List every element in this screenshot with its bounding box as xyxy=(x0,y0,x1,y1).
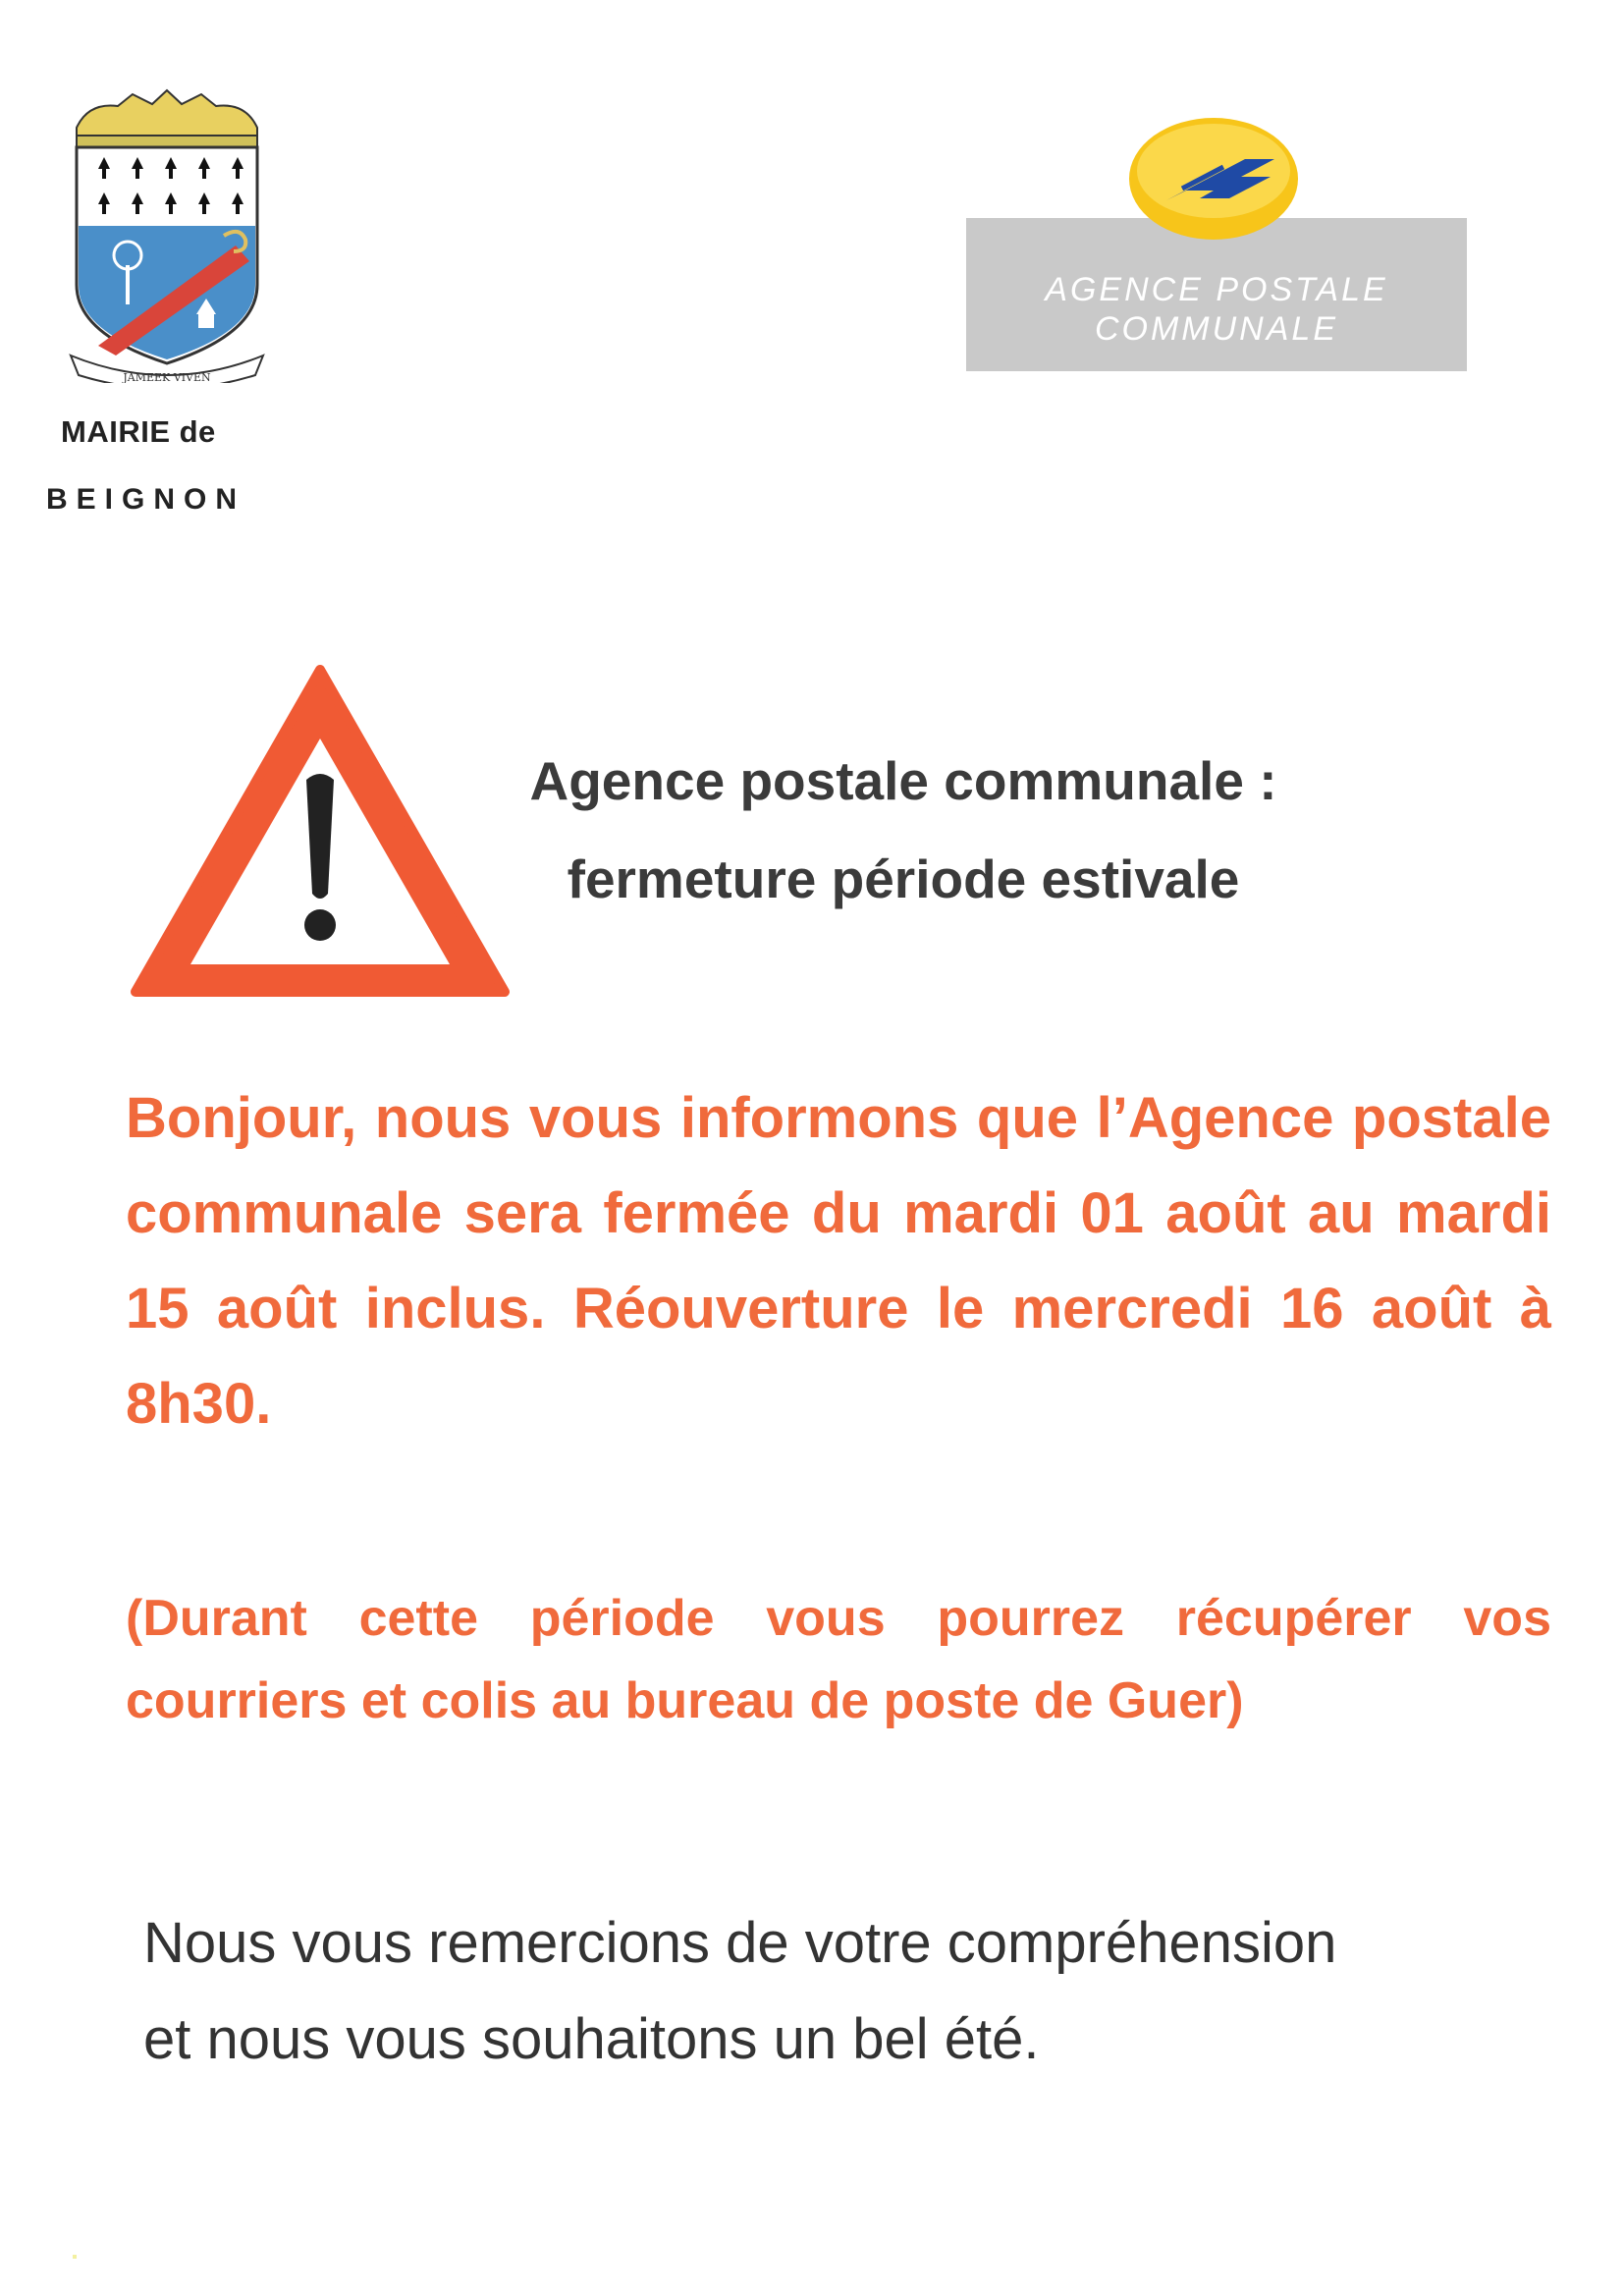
motto-text: JAMEEK VIVEN xyxy=(123,371,211,383)
commune-name: BEIGNON xyxy=(46,483,246,516)
logo-text xyxy=(966,270,1467,349)
page-title xyxy=(412,732,1394,928)
coat-of-arms-icon xyxy=(59,88,275,383)
title-line2: fermeture période estivale xyxy=(567,848,1240,909)
mairie-label: MAIRIE de xyxy=(61,414,216,449)
logo-text-line2: COMMUNALE xyxy=(1094,310,1339,348)
thanks-message xyxy=(143,1895,1538,2088)
title-line1: Agence postale communale : xyxy=(529,750,1277,811)
la-poste-bird-icon xyxy=(1127,116,1300,242)
pickup-note: (Durant cette période vous pourrez récupérer vos courriers et colis au bureau de poste de Guer) xyxy=(126,1590,1551,1729)
thanks-line2: et nous vous souhaitons un bel été. xyxy=(143,2007,1040,2071)
logo-text-line1: AGENCE POSTALE xyxy=(1045,271,1388,308)
thanks-line1: Nous vous remercions de votre compréhension xyxy=(143,1911,1337,1975)
closure-announcement: Bonjour, nous vous informons que l’Agence postale communale sera fermée du mardi 01 août au mardi 15 août inclus. Réouverture le mercredi 16 août à 8h30. xyxy=(126,1086,1551,1436)
scan-speck xyxy=(73,2255,77,2259)
la-poste-logo-icon xyxy=(966,116,1467,373)
